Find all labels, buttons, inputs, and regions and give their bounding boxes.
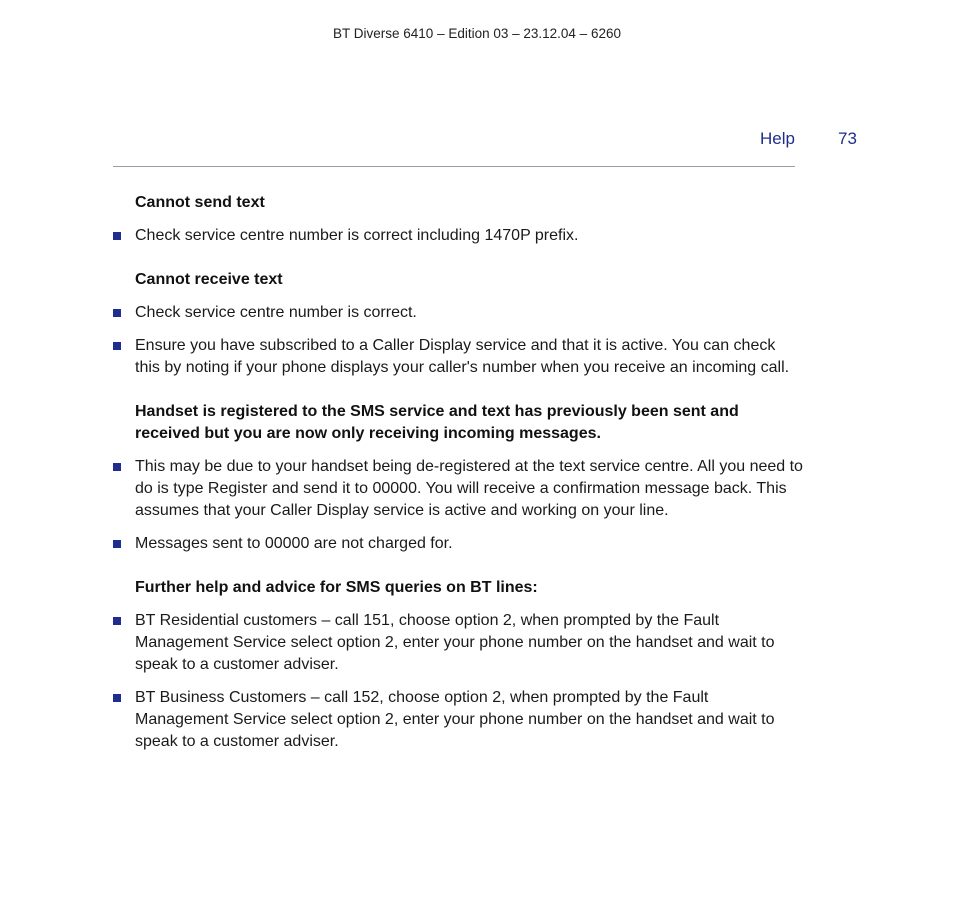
square-bullet-icon [113, 342, 121, 350]
section-heading: Cannot receive text [135, 271, 283, 288]
section-heading: Cannot send text [135, 194, 265, 211]
section-handset-registered [113, 401, 803, 555]
list-item-text: Check service centre number is correct. [135, 304, 417, 321]
list-item-text: BT Business Customers – call 152, choose option 2, when prompted by the Fault Management Service select option 2, enter your phone number on the handset and wait to speak to a customer adviser. [135, 689, 775, 750]
square-bullet-icon [113, 540, 121, 548]
section-name: Help [760, 129, 795, 148]
help-content [113, 192, 803, 775]
list-item [113, 610, 803, 676]
section-heading: Further help and advice for SMS queries on BT lines: [135, 579, 538, 596]
square-bullet-icon [113, 617, 121, 625]
section-cannot-receive-text [113, 269, 803, 379]
list-item-text: Ensure you have subscribed to a Caller Display service and that it is active. You can check this by noting if your phone displays your caller's number when you receive an incoming call. [135, 337, 790, 376]
document-id: BT Diverse 6410 – Edition 03 – 23.12.04 – 6260 [333, 26, 621, 41]
list-item-text: BT Residential customers – call 151, choose option 2, when prompted by the Fault Management Service select option 2, enter your phone number on the handset and wait to speak to a customer adviser. [135, 612, 775, 673]
square-bullet-icon [113, 694, 121, 702]
list-item [113, 225, 803, 247]
list-item-text: Check service centre number is correct including 1470P prefix. [135, 227, 579, 244]
list-item [113, 302, 803, 324]
square-bullet-icon [113, 232, 121, 240]
list-item [113, 533, 803, 555]
page-number: 73 [838, 129, 857, 148]
list-item-text: Messages sent to 00000 are not charged for. [135, 535, 453, 552]
section-cannot-send-text [113, 192, 803, 247]
list-item [113, 687, 803, 753]
section-heading: Handset is registered to the SMS service and text has previously been sent and received but you are now only receiving incoming messages. [135, 403, 739, 442]
square-bullet-icon [113, 463, 121, 471]
list-item [113, 335, 803, 379]
square-bullet-icon [113, 309, 121, 317]
header-divider [113, 166, 795, 167]
list-item [113, 456, 803, 522]
section-further-help [113, 577, 803, 753]
list-item-text: This may be due to your handset being de-registered at the text service centre. All you need to do is type Register and send it to 00000. You will receive a confirmation message back. This assumes that your Caller Display service is active and working on your line. [135, 458, 803, 519]
